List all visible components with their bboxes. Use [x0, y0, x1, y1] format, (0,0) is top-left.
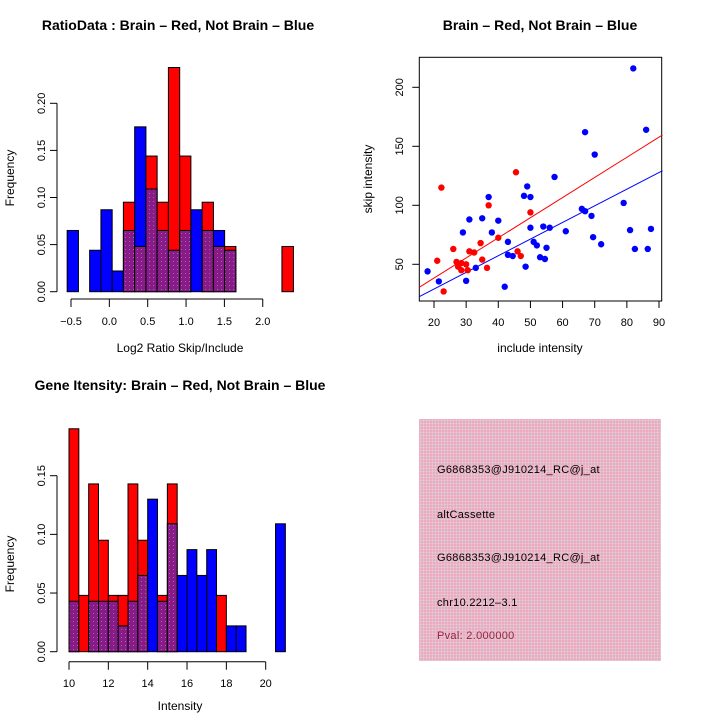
red-scatter-point	[484, 265, 490, 271]
overlap-histogram-bar	[168, 250, 179, 291]
overlap-histogram-bar	[89, 601, 99, 651]
gene-intensity-histogram-panel	[0, 360, 360, 720]
x-tick-label: 90	[652, 317, 666, 329]
blue-scatter-point	[627, 227, 633, 233]
x-tick-label: 0.5	[140, 316, 156, 328]
blue-scatter-point	[424, 268, 430, 274]
pval-line: Pval: 2.000000	[437, 630, 515, 642]
overlap-histogram-bar	[202, 230, 213, 291]
blue-scatter-point	[522, 263, 528, 269]
x-tick-label: 70	[588, 317, 601, 329]
red-scatter-point	[527, 209, 533, 215]
y-tick-label: 150	[394, 137, 406, 156]
x-axis-label: Log2 Ratio Skip/Include	[116, 341, 244, 355]
x-tick-label: 14	[141, 678, 154, 690]
y-axis-label: Frequency	[3, 535, 17, 593]
x-axis-label: include intensity	[497, 341, 583, 355]
x-tick-label: 1.5	[216, 316, 233, 328]
y-tick-label: 0.15	[36, 139, 48, 162]
blue-histogram-bar	[112, 271, 123, 292]
blue-scatter-point	[527, 225, 533, 231]
blue-histogram-bar	[276, 524, 286, 652]
y-tick-label: 0.15	[36, 464, 48, 487]
y-axis-label: skip intensity	[361, 144, 375, 214]
blue-scatter-point	[542, 256, 548, 262]
red-scatter-point	[440, 288, 446, 294]
red-scatter-point	[465, 267, 471, 273]
red-scatter-point	[458, 267, 464, 273]
red-scatter-point	[450, 246, 456, 252]
overlap-histogram-bar	[128, 601, 138, 651]
x-tick-label: 30	[460, 317, 473, 329]
blue-scatter-point	[489, 229, 495, 235]
overlap-histogram-bar	[146, 189, 157, 292]
red-scatter-point	[463, 261, 469, 267]
blue-scatter-point	[592, 151, 598, 157]
probe-id-line: G6868353@J910214_RC@j_at	[437, 464, 600, 476]
blue-histogram-bar	[207, 550, 217, 652]
blue-scatter-point	[505, 239, 511, 245]
blue-scatter-point	[502, 284, 508, 290]
x-tick-label: 0.0	[101, 316, 117, 328]
blue-scatter-point	[551, 174, 557, 180]
blue-scatter-point	[485, 194, 491, 200]
blue-scatter-point	[510, 253, 516, 259]
overlap-histogram-bar	[135, 246, 146, 291]
blue-scatter-point	[436, 278, 442, 284]
overlap-histogram-bar	[158, 601, 168, 651]
overlap-histogram-bar	[157, 230, 168, 291]
overlap-histogram-bar	[118, 626, 128, 652]
red-scatter-point	[513, 169, 519, 175]
overlap-histogram-bar	[69, 601, 79, 651]
blue-scatter-point	[547, 225, 553, 231]
x-tick-label: 1.0	[178, 316, 194, 328]
blue-scatter-point	[527, 194, 533, 200]
x-tick-label: 20	[427, 317, 441, 329]
intensity-scatter-panel	[360, 0, 720, 360]
red-scatter-point	[479, 256, 485, 262]
red-histogram-bar	[79, 595, 89, 651]
blue-scatter-point	[466, 216, 472, 222]
x-tick-label: 12	[102, 678, 115, 690]
x-tick-label: −0.5	[60, 316, 82, 328]
blue-scatter-point	[643, 127, 649, 133]
blue-scatter-point	[473, 265, 479, 271]
y-tick-label: 0.00	[36, 280, 48, 303]
blue-scatter-point	[463, 278, 469, 284]
red-scatter-point	[477, 240, 483, 246]
ratio-histogram-panel	[0, 0, 360, 360]
blue-histogram-bar	[177, 575, 187, 651]
y-tick-label: 0.10	[36, 523, 48, 546]
overlap-histogram-bar	[99, 601, 109, 651]
overlap-histogram-bar	[213, 246, 224, 291]
red-scatter-point	[434, 258, 440, 264]
blue-scatter-point	[582, 129, 588, 135]
x-tick-label: 40	[492, 317, 505, 329]
blue-scatter-point	[632, 246, 638, 252]
red-scatter-point	[438, 184, 444, 190]
x-tick-label: 20	[259, 678, 272, 690]
blue-scatter-point	[479, 215, 485, 221]
y-tick-label: 100	[394, 196, 406, 215]
overlap-histogram-bar	[167, 524, 177, 652]
blue-scatter-point	[534, 242, 540, 248]
panel-title: Gene Itensity: Brain – Red, Not Brain – Blue	[34, 377, 326, 393]
blue-fit-line	[419, 171, 662, 297]
red-scatter-point	[471, 249, 477, 255]
y-tick-label: 0.20	[36, 92, 48, 115]
y-tick-label: 0.00	[36, 640, 48, 663]
blue-scatter-point	[543, 245, 549, 251]
blue-scatter-point	[645, 246, 651, 252]
blue-scatter-point	[648, 226, 654, 232]
blue-scatter-point	[620, 200, 626, 206]
x-axis-label: Intensity	[157, 699, 203, 713]
x-tick-label: 2.0	[255, 316, 271, 328]
y-tick-label: 0.05	[36, 233, 48, 256]
x-tick-label: 50	[524, 317, 537, 329]
red-scatter-point	[518, 253, 524, 259]
panel-title: RatioData : Brain – Red, Not Brain – Blue	[41, 17, 315, 33]
red-histogram-bar	[217, 595, 227, 651]
red-scatter-point	[485, 202, 491, 208]
overlap-histogram-bar	[123, 230, 134, 291]
blue-histogram-bar	[101, 210, 112, 292]
chromosome-line: chr10.2212–3.1	[437, 597, 518, 609]
x-tick-label: 16	[180, 678, 194, 690]
overlap-histogram-bar	[225, 250, 236, 291]
x-tick-label: 10	[62, 678, 76, 690]
blue-scatter-point	[598, 241, 604, 247]
probe-id-line-2: G6868353@J910214_RC@j_at	[437, 552, 600, 564]
blue-histogram-bar	[90, 250, 101, 291]
blue-scatter-point	[460, 229, 466, 235]
blue-histogram-bar	[191, 210, 202, 292]
blue-histogram-bar	[236, 626, 246, 652]
blue-scatter-point	[590, 234, 596, 240]
splice-type-line: altCassette	[437, 509, 496, 521]
blue-histogram-bar	[226, 626, 236, 652]
gene-info-box	[419, 419, 661, 661]
x-tick-label: 80	[620, 317, 633, 329]
x-tick-label: 18	[220, 678, 233, 690]
overlap-histogram-bar	[180, 230, 191, 291]
panel-title: Brain – Red, Not Brain – Blue	[442, 17, 638, 33]
blue-histogram-bar	[67, 230, 78, 291]
blue-scatter-point	[588, 213, 594, 219]
y-axis-label: Frequency	[3, 149, 17, 207]
blue-histogram-bar	[187, 550, 197, 652]
overlap-histogram-bar	[138, 575, 148, 651]
y-tick-label: 0.05	[36, 582, 48, 604]
blue-scatter-point	[563, 228, 569, 234]
blue-scatter-point	[582, 208, 588, 214]
blue-scatter-point	[630, 65, 636, 71]
y-tick-label: 50	[394, 258, 406, 271]
blue-scatter-point	[540, 223, 546, 229]
y-tick-label: 200	[394, 78, 406, 97]
x-tick-label: 60	[556, 317, 569, 329]
red-histogram-bar	[282, 246, 294, 291]
y-tick-label: 0.10	[36, 186, 48, 209]
blue-scatter-point	[521, 193, 527, 199]
blue-scatter-point	[495, 217, 501, 223]
blue-histogram-bar	[197, 575, 207, 651]
overlap-histogram-bar	[108, 601, 118, 651]
blue-histogram-bar	[148, 499, 158, 652]
blue-scatter-point	[524, 183, 530, 189]
red-scatter-point	[495, 235, 501, 241]
